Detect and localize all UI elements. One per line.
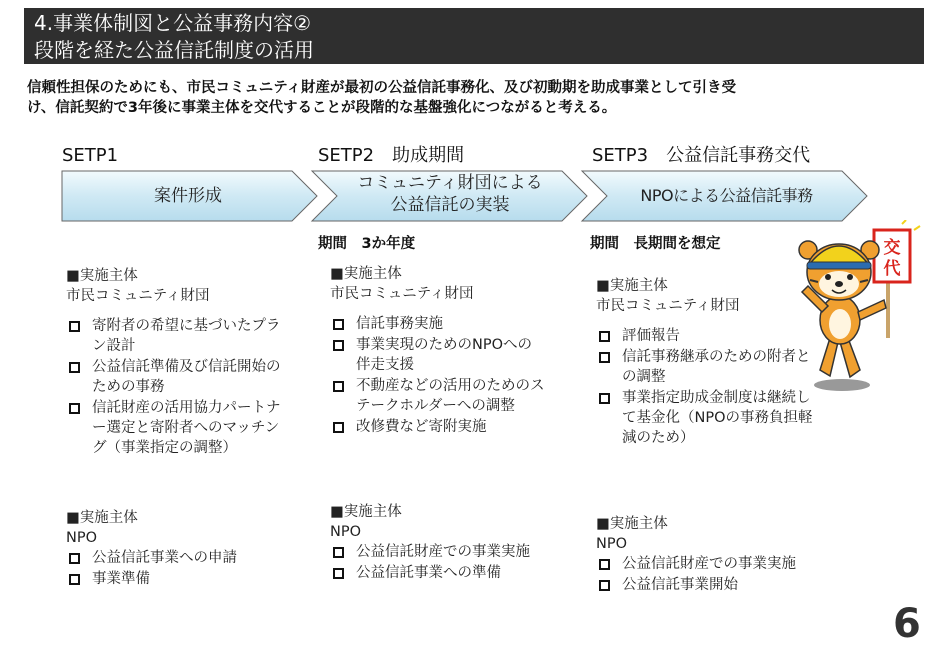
chevron-step2-text-line2: 公益信託の実装 [390,195,510,215]
page-title: 4.事業体制図と公益事務内容② [34,11,312,35]
chevron-step3-text: NPOによる公益信託事務 [640,186,813,205]
task-list [66,316,286,458]
task-item: 公益信託準備及び信託開始のための事務 [66,357,286,397]
task-item: 評価報告 [596,326,814,346]
task-list [330,314,545,437]
task-list [596,326,814,448]
step3-column [596,276,814,449]
implementer-heading: ■実施主体 [330,504,402,520]
implementer-heading: ■実施主体 [66,510,138,526]
page-number: 6 [893,601,921,647]
chevron-step2-text-line1: コミュニティ財団による [357,173,543,193]
implementer-entity: 市民コミュニティ財団 [66,288,210,304]
task-item: 信託事務実施 [330,314,545,334]
implementer-entity: NPO [330,524,362,540]
task-item: 寄附者の希望に基づいたプラン設計 [66,316,286,356]
step3-label: SETP3 公益信託事務交代 [592,145,811,166]
sign-char-1: 交 [883,238,901,258]
implementer-heading: ■実施主体 [596,516,668,532]
task-item: 公益信託財産での事業実施 [330,542,545,562]
implementer-heading: ■実施主体 [66,268,138,284]
task-item: 公益信託事業開始 [596,575,814,595]
step2-label: SETP2 助成期間 [318,145,465,166]
step2-column [330,264,545,438]
task-list [596,554,814,595]
task-item: 事業指定助成金制度は継続して基金化（NPOの事務負担軽減のため） [596,388,814,448]
task-item: 信託財産の活用協力パートナー選定と寄附者へのマッチング（事業指定の調整） [66,398,286,458]
step1-label: SETP1 [62,145,119,166]
task-item: 改修費など寄附実施 [330,417,545,437]
sign-char-2: 代 [883,259,901,279]
implementer-entity: NPO [596,536,628,552]
step1-column [66,266,286,459]
task-item: 不動産などの活用のためのステークホルダーへの調整 [330,376,545,416]
implementer-entity: NPO [66,530,98,546]
implementer-entity: 市民コミュニティ財団 [330,286,474,302]
task-item: 公益信託財産での事業実施 [596,554,814,574]
step2-period: 期間 3か年度 [318,236,416,252]
tiger-mascot-icon [790,220,925,400]
task-item: 公益信託事業への申請 [66,548,286,568]
step3-column-npo [596,514,814,596]
task-item: 信託事務継承のための附者との調整 [596,347,814,387]
chevron-step1-text: 案件形成 [154,186,222,206]
task-item: 公益信託事業への準備 [330,563,545,583]
task-list [66,548,286,589]
implementer-entity: 市民コミュニティ財団 [596,298,740,314]
intro-line-1: 信頼性担保のためにも、市民コミュニティ財産が最初の公益信託事務化、及び初動期を助成事業として引き受 [27,80,737,96]
intro-line-2: け、信託契約で3年後に事業主体を交代することが段階的な基盤強化につながると考える。 [27,100,617,116]
implementer-heading: ■実施主体 [330,266,402,282]
task-item: 事業実現のためのNPOへの伴走支援 [330,335,545,375]
implementer-heading: ■実施主体 [596,278,668,294]
task-list [330,542,545,583]
step2-column-npo [330,502,545,584]
step3-period: 期間 長期間を想定 [590,236,721,252]
page-subtitle: 段階を経た公益信託制度の活用 [34,38,314,62]
task-item: 事業準備 [66,569,286,589]
step1-column-npo [66,508,286,590]
